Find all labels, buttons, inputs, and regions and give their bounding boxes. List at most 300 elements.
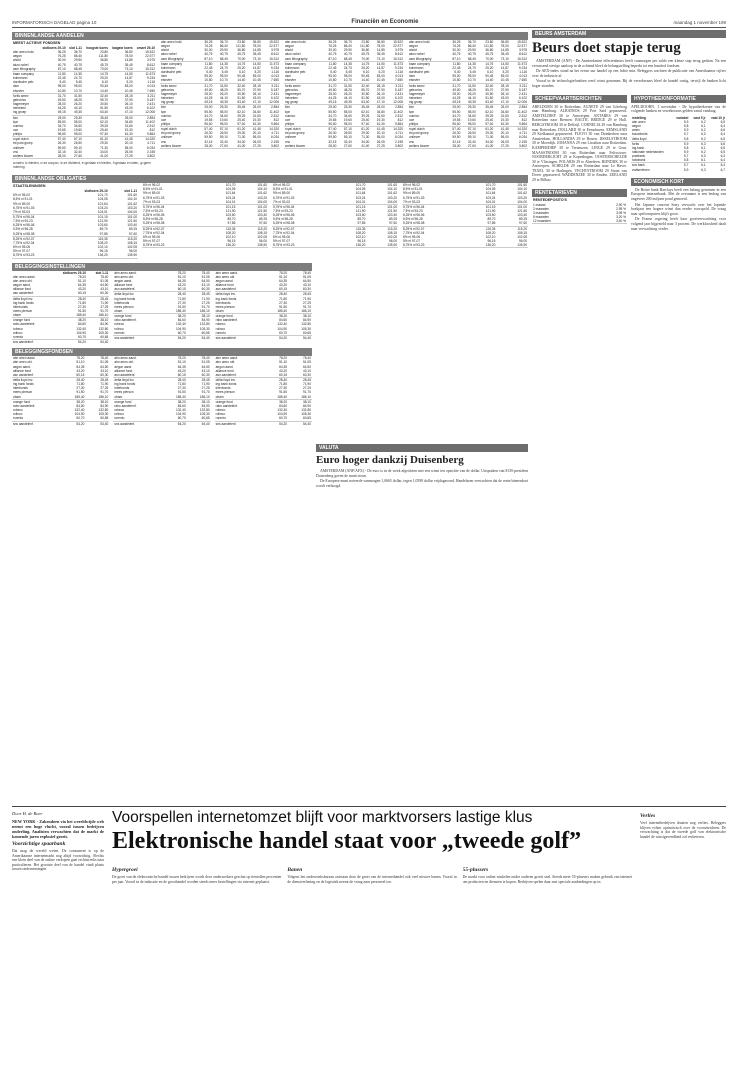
- table-cell: abn amro aand.: [215, 270, 238, 275]
- masthead-date: maandag 1 november 199: [673, 20, 726, 25]
- table-cell: vnu: [161, 139, 167, 144]
- table-cell: 3.211: [271, 83, 279, 88]
- fondsen-table-2: [113, 271, 210, 341]
- table-cell: 103,20: [517, 195, 527, 200]
- table-cell: 44,25: [204, 96, 213, 101]
- table-cell: 5,75% nl 96-04: [403, 204, 425, 209]
- table-cell: obam: [113, 309, 163, 314]
- table-cell: 8,75% nl 93-23: [12, 253, 59, 258]
- table-cell: 49,15: [446, 100, 461, 105]
- table-cell: 32,15: [452, 139, 461, 144]
- table-cell: 186,10: [288, 309, 312, 314]
- article-kicker: Voorspellen internetomzet blijft voor marktvorsers lastige klus: [112, 809, 533, 826]
- table-cell: 29,90: [73, 58, 82, 63]
- table-cell: 91,50: [279, 390, 288, 395]
- table-cell: 51,50: [237, 96, 246, 101]
- table-cell: 51,10: [177, 274, 186, 279]
- table-cell: 96,00: [129, 249, 137, 254]
- table-cell: vnu: [409, 139, 415, 144]
- table-cell: 61,20: [361, 127, 370, 132]
- table-cell: 22,45: [452, 65, 461, 70]
- table-cell: 28,40: [279, 378, 288, 382]
- table-row: [142, 243, 268, 248]
- table-cell: 5.187: [519, 87, 527, 92]
- table-cell: 9% nl 89-00: [13, 201, 31, 206]
- table-cell: 101,00: [127, 215, 137, 219]
- table-cell: 9.234: [395, 65, 403, 70]
- table-cell: 812: [397, 117, 403, 122]
- table-cell: 135,90: [236, 243, 268, 248]
- table-cell: unilever: [409, 135, 421, 140]
- table-cell: 32,40: [100, 93, 109, 98]
- table-cell: 14,87: [252, 65, 261, 70]
- table-cell: 68,45: [337, 57, 352, 62]
- table-cell: 54,20: [177, 421, 186, 426]
- table-cell: 41,00: [229, 144, 246, 149]
- table-cell: 97,60: [366, 221, 398, 226]
- table-cell: 55,00: [343, 109, 352, 114]
- table-cell: 136,20: [335, 243, 367, 248]
- table-cell: 5,45: [221, 70, 228, 75]
- table-cell: 91,70: [100, 308, 109, 313]
- table-cell: 111,80: [360, 44, 370, 49]
- table-cell: 97,40: [83, 132, 109, 137]
- table-cell: 70,00: [477, 57, 494, 62]
- table-cell: 6,25% nl 96-06: [273, 213, 295, 218]
- table-cell: 31,70: [57, 93, 66, 98]
- table-cell: 14,87: [376, 65, 385, 70]
- table-cell: 95,00: [213, 122, 228, 127]
- table-cell: obam: [215, 309, 265, 314]
- table-cell: 1.116: [271, 70, 279, 75]
- right-column: [532, 30, 726, 232]
- table-cell: 28,00: [204, 91, 213, 96]
- table-cell: 63,40: [353, 100, 370, 105]
- table-cell: royal dutch: [13, 137, 29, 142]
- table-cell: 73,10: [370, 57, 385, 62]
- table-cell: elsevier: [12, 89, 39, 94]
- table-cell: 6.102: [147, 106, 155, 111]
- table-cell: 14.320: [145, 137, 155, 142]
- table-cell: 2.431: [271, 91, 279, 96]
- valuta-headline: Euro hoger dankzij Duisenberg: [316, 454, 464, 466]
- table-cell: 6,3: [701, 167, 706, 172]
- table-cell: 5,8: [683, 124, 689, 129]
- table-cell: 28,00: [322, 144, 337, 149]
- table-cell: ing bank: [632, 145, 645, 150]
- table-cell: 28,40: [177, 292, 186, 297]
- table-cell: 26,05: [252, 139, 261, 144]
- table-cell: 6,4: [720, 124, 725, 129]
- table-cell: 29,90: [219, 48, 228, 53]
- column-header: slotkoers 29-10: [62, 270, 86, 275]
- table-cell: 24,70: [467, 65, 476, 70]
- table-cell: 64,50: [303, 278, 311, 283]
- table-cell: 70,00: [83, 67, 109, 72]
- table-cell: 31,70: [328, 83, 337, 88]
- table-cell: 32,15: [328, 139, 337, 144]
- table-cell: 23,80: [100, 50, 109, 55]
- table-cell: heineken: [409, 96, 422, 101]
- table-cell: 9.864: [134, 132, 156, 137]
- table-cell: 55,50: [452, 109, 461, 114]
- table-cell: 14,40: [229, 78, 246, 83]
- table-cell: 115,35: [225, 226, 236, 231]
- table-cell: 97,60: [236, 221, 268, 226]
- column-header: variabel: [676, 115, 689, 120]
- table-cell: unilever: [285, 135, 297, 140]
- table-cell: 41,45: [252, 127, 261, 132]
- table-cell: abn amro hold.: [409, 40, 431, 44]
- table-cell: 28,00: [328, 91, 337, 96]
- table-cell: 6% nl 96-02: [403, 183, 421, 188]
- table-cell: 57,10: [467, 127, 476, 132]
- table-cell: obam: [12, 395, 62, 400]
- table-cell: 49,50: [204, 87, 213, 92]
- table-cell: 57,40: [328, 127, 337, 132]
- table-cell: 64,35: [279, 278, 288, 283]
- table-cell: 15.312: [510, 57, 528, 62]
- table-cell: 97,85: [335, 221, 367, 226]
- table-cell: 4.013: [271, 74, 279, 79]
- table-cell: 41,00: [477, 144, 494, 149]
- table-cell: 27,60: [67, 154, 83, 159]
- table-cell: 8.612: [519, 52, 527, 57]
- table-cell: 7% nl 93-03: [402, 200, 465, 205]
- table-cell: 5,45: [75, 80, 82, 85]
- table-cell: 10,80: [446, 78, 461, 83]
- table-cell: 62,10: [361, 109, 370, 114]
- table-cell: 103,60: [355, 213, 366, 218]
- table-cell: 87,10: [446, 57, 461, 62]
- table-cell: 2.512: [519, 113, 527, 118]
- table-cell: 59,50: [204, 135, 213, 140]
- table-cell: interbonds: [114, 386, 130, 391]
- table-cell: 3.802: [386, 144, 404, 149]
- table-cell: 54,20: [177, 335, 186, 340]
- table-cell: 5.187: [271, 87, 279, 92]
- table-cell: 185,40: [163, 309, 187, 314]
- table-cell: 78,00: [500, 44, 509, 49]
- table-cell: 55,00: [252, 135, 261, 140]
- table-cell: 28,15: [252, 83, 261, 88]
- table-cell: 14,35: [343, 61, 352, 66]
- table-cell: 64,50: [201, 278, 210, 283]
- table-cell: 60,30: [288, 373, 312, 378]
- column-header: slot 1-11: [95, 270, 109, 275]
- table-cell: 34,80: [500, 109, 509, 114]
- table-cell: 28,00: [198, 144, 213, 149]
- table-cell: 5,40: [206, 70, 213, 75]
- table-cell: 26,30: [328, 131, 337, 136]
- table-cell: 49,35: [461, 100, 476, 105]
- table-cell: 84,60: [279, 403, 288, 408]
- table-cell: 104,05: [97, 197, 108, 202]
- column-header: vast 5 jr: [693, 115, 706, 120]
- section-valuta: VALUTA: [316, 444, 528, 452]
- table-cell: 97,85: [59, 232, 109, 237]
- table-cell: 104,90: [175, 326, 186, 331]
- table-cell: obam: [113, 395, 163, 400]
- table-cell: 91,50: [279, 304, 288, 309]
- column-header: instelling: [632, 115, 646, 120]
- fondsen2-table-3: [215, 356, 312, 426]
- table-cell: 6.034: [147, 145, 155, 150]
- table-cell: 31,50: [219, 83, 228, 88]
- table-cell: alliance fund: [215, 368, 234, 373]
- table-cell: 9% nl 89-00: [143, 191, 161, 196]
- table-cell: 6,5: [720, 150, 725, 154]
- table-cell: 89,25: [259, 217, 267, 222]
- table-cell: 36,80: [500, 40, 509, 44]
- table-cell: dordtsche petr.: [285, 70, 307, 75]
- table-cell: rolinco: [114, 412, 124, 417]
- table-cell: 104,00: [236, 200, 268, 205]
- table-cell: 91,50: [76, 390, 85, 395]
- table-cell: 4.013: [519, 74, 527, 79]
- table-cell: elsevier: [160, 78, 198, 83]
- table-cell: 5,7: [683, 154, 689, 159]
- table-cell: 104,90: [277, 326, 288, 331]
- valuta-p2: De Europese munt noteerde vanmorgen 1,0665 dollar, tegen 1,0598 dollar vrijdagavond. Handelaren verwachten dat de rente binnenkort wordt verhoogd.: [316, 479, 528, 488]
- table-cell: 89,25: [389, 217, 397, 222]
- table-cell: 36,80: [100, 58, 109, 63]
- table-cell: 64,50: [201, 364, 210, 369]
- table-cell: 104,10: [517, 187, 527, 192]
- table-cell: 61,30: [246, 122, 261, 127]
- table-row: [113, 421, 210, 426]
- table-cell: 103,24: [97, 205, 108, 210]
- table-cell: 95,00: [337, 122, 352, 127]
- table-cell: abn amro aand.: [13, 274, 36, 279]
- table-cell: 104,05: [485, 187, 496, 192]
- table-cell: asm lithography: [12, 67, 39, 72]
- table-cell: 104,90: [175, 412, 186, 417]
- table-cell: 60,70: [163, 331, 187, 336]
- table-cell: rorento: [113, 331, 163, 336]
- table-cell: 19,60: [219, 117, 228, 122]
- table-cell: 89,70: [99, 227, 108, 232]
- table-cell: 96,60: [446, 122, 461, 127]
- table-cell: 14,35: [219, 61, 228, 66]
- table-cell: 57,40: [452, 127, 461, 132]
- table-cell: asn aandelenf.: [12, 373, 62, 378]
- table-cell: 5,40: [454, 70, 461, 75]
- table-cell: 812: [521, 117, 527, 122]
- table-cell: 30,50: [485, 91, 494, 96]
- table-cell: 5,25% nl 98-08: [12, 232, 59, 237]
- table-cell: 6.102: [395, 96, 403, 101]
- table-cell: 8,25% nl 92-07: [273, 226, 295, 231]
- table-cell: 91,70: [201, 304, 210, 309]
- column-header: hoogste koers: [86, 46, 109, 50]
- table-cell: 49,50: [328, 87, 337, 92]
- table-cell: 6,3: [701, 141, 706, 146]
- table-cell: 38,10: [100, 318, 109, 323]
- table-cell: robeco: [13, 326, 23, 331]
- table-cell: 78,40: [100, 274, 109, 279]
- table-cell: 97,60: [496, 221, 528, 226]
- table-cell: 6,5: [720, 145, 725, 150]
- table-cell: 97,85: [205, 221, 237, 226]
- table-cell: 22.577: [393, 44, 403, 49]
- table-cell: abn amro obl.: [215, 274, 236, 279]
- table-cell: 36,25: [328, 40, 337, 44]
- table-cell: 14.320: [393, 127, 403, 132]
- table-cell: 8,5% nl 91-01: [143, 187, 163, 192]
- table-cell: kpn: [161, 109, 167, 114]
- table-cell: 64,35: [76, 364, 85, 369]
- table-cell: abn amro obl.: [215, 360, 236, 365]
- table-cell: 6,5: [720, 119, 725, 124]
- table-cell: ing bank fonds: [215, 296, 237, 301]
- table-cell: 87,10: [39, 67, 67, 72]
- table-cell: 35,45: [100, 115, 109, 120]
- table-cell: 102,10: [97, 245, 108, 250]
- table-cell: 19,65: [57, 127, 66, 132]
- table-cell: 103,60: [97, 223, 108, 228]
- table-cell: 40,75: [343, 52, 352, 57]
- table-cell: ing bank fonds: [114, 296, 136, 301]
- table-cell: 95,00: [57, 84, 66, 89]
- table-cell: 34,70: [204, 113, 213, 118]
- table-cell: 78,20: [177, 356, 186, 361]
- table-cell: 8,5% nl 91-01: [273, 187, 293, 192]
- table-cell: 27,30: [77, 304, 86, 309]
- table-cell: 9% nl 89-00: [273, 191, 291, 196]
- table-cell: asn aandelenf.: [215, 373, 265, 378]
- table-cell: 10,45: [370, 78, 385, 83]
- table-cell: 96,15: [357, 239, 366, 244]
- table-cell: 28,00: [452, 91, 461, 96]
- table-cell: 121,90: [355, 209, 366, 213]
- table-cell: 10,45: [494, 78, 509, 83]
- table-cell: 35,45: [237, 105, 246, 110]
- table-cell: 34,60: [73, 123, 82, 128]
- table-row: [532, 219, 627, 224]
- table-cell: ahold: [161, 48, 169, 53]
- beurs-p3: Vooral in de technologiefondsen werd winst genomen. Bij de verzekeraars bleef de handel rustig, terwijl de banken licht hoger stonden.: [532, 79, 726, 88]
- table-cell: 34,80: [124, 119, 133, 124]
- table-cell: 2.512: [271, 113, 279, 118]
- table-cell: 8,25% nl 92-07: [143, 226, 165, 231]
- table-cell: 49,15: [322, 100, 337, 105]
- table-cell: 89,70: [357, 217, 366, 222]
- table-cell: 101,70: [97, 193, 108, 198]
- table-cell: 45,75: [361, 52, 370, 57]
- table-cell: 95,00: [467, 74, 476, 79]
- table-cell: 55,00: [73, 119, 82, 124]
- table-cell: ing groep: [12, 110, 39, 115]
- table-cell: 14,87: [500, 65, 509, 70]
- table-cell: 78,40: [303, 356, 311, 361]
- table-cell: 49,50: [452, 87, 461, 92]
- table-cell: 25,30: [343, 105, 352, 110]
- table-cell: 3,20 %: [616, 215, 626, 220]
- table-cell: 47,10: [246, 100, 261, 105]
- table-cell: 60,70: [264, 331, 288, 336]
- table-cell: 103,60: [225, 213, 236, 218]
- table-cell: 7,5% nl 93-23: [13, 219, 33, 224]
- table-cell: 31,70: [452, 83, 461, 88]
- table-cell: 37,90: [252, 87, 261, 92]
- table-row: [113, 335, 210, 340]
- table-cell: 91,70: [303, 304, 311, 309]
- table-cell: 32,15: [57, 149, 66, 154]
- table-cell: 25,30: [219, 105, 228, 110]
- table-cell: 2.854: [519, 105, 527, 110]
- table-cell: ahold: [13, 58, 21, 63]
- table-cell: abn amro hold.: [285, 40, 307, 44]
- column-header: slotkoers 29-10: [42, 46, 66, 50]
- table-cell: 51,10: [77, 278, 86, 283]
- table-cell: 95,00: [219, 74, 228, 79]
- table-cell: 90,45: [100, 84, 109, 89]
- column-header: slot 1-11: [124, 189, 137, 194]
- table-cell: 10,70: [461, 78, 476, 83]
- table-cell: 15.522: [393, 40, 403, 44]
- table-cell: 6,1: [701, 124, 706, 129]
- table-cell: 5,20: [126, 80, 133, 85]
- table-cell: 30,50: [361, 91, 370, 96]
- table-cell: 26,30: [452, 131, 461, 136]
- table-cell: 104,90: [76, 330, 86, 335]
- table-cell: 132,80: [199, 408, 210, 413]
- table-cell: hagemeyer: [285, 91, 301, 96]
- table-cell: 7,75% nl 92-04: [13, 240, 35, 245]
- table-cell: delta lloyd inv.: [13, 378, 33, 382]
- table-cell: 71,90: [201, 296, 210, 301]
- table-cell: 14,50: [500, 61, 509, 66]
- table-cell: 10,80: [39, 89, 67, 94]
- table-cell: 57,40: [204, 127, 213, 132]
- table-cell: 25,40: [237, 117, 246, 122]
- table-cell: rabobank: [631, 158, 672, 163]
- table-cell: 6.102: [271, 96, 279, 101]
- table-cell: 121,50: [127, 219, 137, 224]
- table-cell: 71,90: [303, 382, 311, 387]
- table-cell: 8,75% nl 93-23: [142, 243, 205, 248]
- table-cell: 78,20: [177, 270, 186, 275]
- table-cell: 8.612: [271, 52, 279, 57]
- table-cell: 35,45: [252, 52, 261, 57]
- table-cell: 91,50: [177, 304, 186, 309]
- table-cell: 14.320: [517, 127, 527, 132]
- table-cell: 34,70: [452, 113, 461, 118]
- table-cell: 132,40: [175, 322, 186, 327]
- table-row: [215, 335, 312, 340]
- aandelen-table: [12, 46, 156, 159]
- table-cell: 55,70: [237, 87, 246, 92]
- table-cell: 24,70: [73, 76, 82, 81]
- table-cell: 70,00: [229, 57, 246, 62]
- table-cell: tnt post groep: [13, 141, 33, 146]
- table-cell: 64,50: [100, 364, 109, 369]
- table-cell: 78,40: [303, 270, 311, 275]
- subhead-2: Hypergroei: [112, 867, 138, 873]
- table-cell: 43,20: [76, 368, 85, 373]
- table-cell: 115,20: [517, 226, 527, 231]
- table-cell: royal dutch: [409, 127, 425, 132]
- table-cell: robeco: [114, 408, 125, 413]
- section-fondsen-2: BELEGGINGSFONDSEN: [12, 348, 312, 356]
- table-cell: 103,24: [225, 195, 236, 200]
- article-lead: NEW YORK - Zakendoen via het wereldwijde web neemt een hoge vlucht, vooral tussen bedrijven onderling. Analisten verwachten dat de markt de komende jaren explosief groeit.: [12, 819, 104, 839]
- table-cell: 103,40: [127, 223, 137, 228]
- table-cell: 102,05: [127, 245, 137, 250]
- table-cell: 43,10: [303, 368, 311, 373]
- table-cell: 76,25: [57, 54, 66, 59]
